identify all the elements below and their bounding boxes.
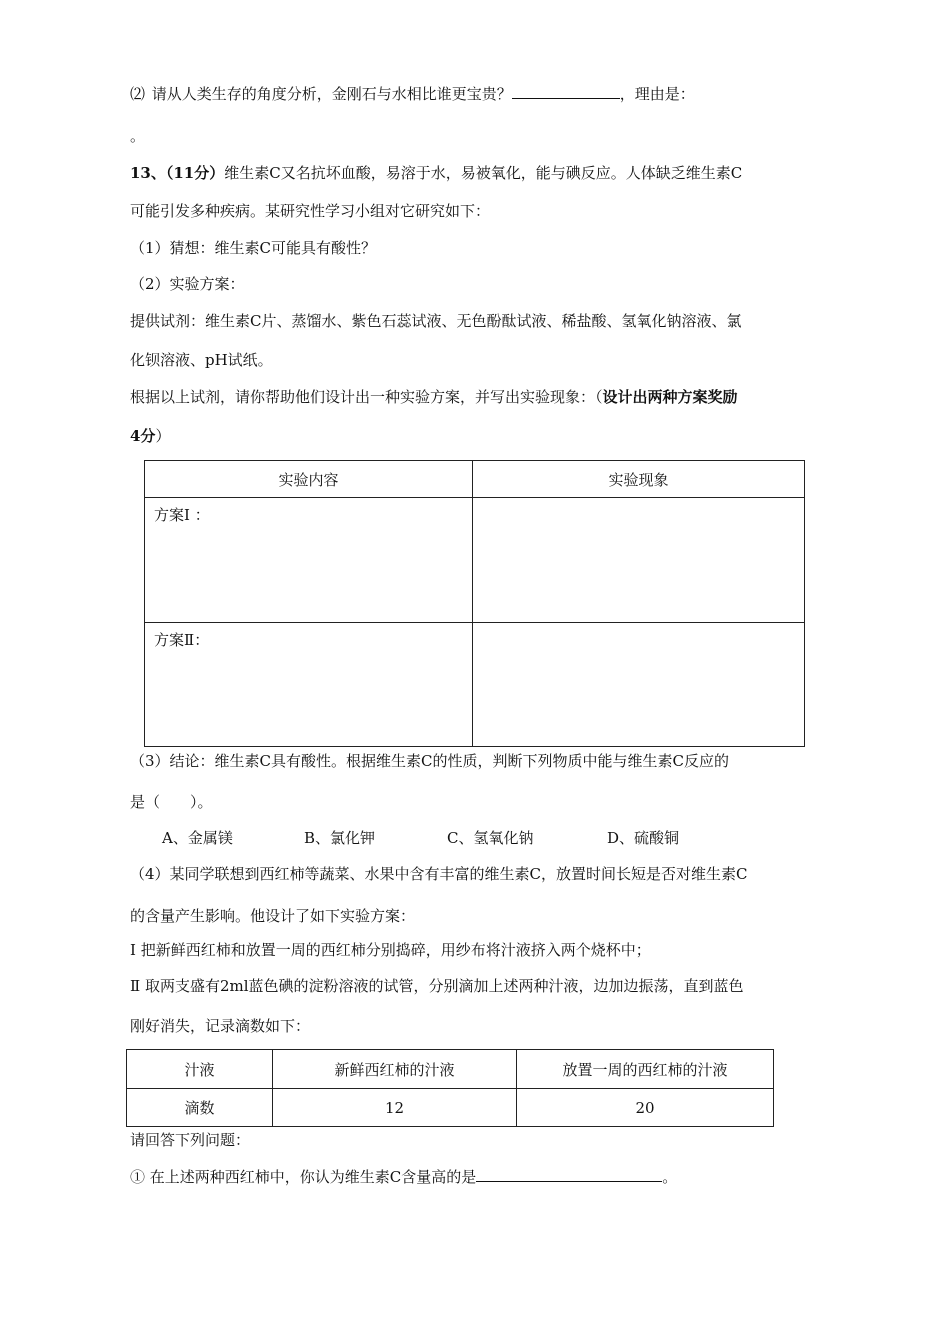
- header-week-old: 放置一周的西红柿的汁液: [517, 1050, 774, 1089]
- reagents-line1: [130, 311, 741, 331]
- option-a[interactable]: A、金属镁: [162, 829, 233, 847]
- q12-reason-label: ，理由是：: [619, 85, 695, 103]
- q13-part4-line1: [130, 864, 748, 884]
- reagents-text1: 提供试剂：维生素C片、蒸馏水、紫色石蕊试液、无色酚酞试液、稀盐酸、氢氧化钠溶液、氯: [130, 312, 742, 330]
- design-instruction: 根据以上试剂，请你帮助他们设计出一种实验方案，并写出实验现象：（: [130, 388, 603, 406]
- q12-part2-text: ⑵ 请从人类生存的角度分析，金刚石与水相比谁更宝贵？: [130, 85, 512, 103]
- step1-text: Ⅰ 把新鲜西红柿和放置一周的西红柿分别捣碎，用纱布将汁液挤入两个烧杯中；: [130, 941, 651, 959]
- q13-intro1: 维生素C又名抗坏血酸，易溶于水，易被氧化，能与碘反应。人体缺乏维生素C: [224, 164, 743, 182]
- bonus-close: ）: [155, 427, 171, 445]
- q13-intro-line1: [130, 163, 742, 183]
- q13-intro2: 可能引发多种疾病。某研究性学习小组对它研究如下：: [130, 202, 491, 220]
- q13-hypothesis: （1）猜想：维生素C可能具有酸性？: [130, 239, 377, 257]
- drops-week-old: 20: [517, 1089, 774, 1127]
- table-header-row: [145, 461, 805, 498]
- plan1-label: 方案Ⅰ ：: [154, 506, 210, 524]
- header-experiment-phenomenon: 实验现象: [473, 461, 805, 498]
- q13-intro-line2: [130, 201, 490, 221]
- step1-line: [130, 940, 651, 960]
- plan2-phenomenon-cell[interactable]: [473, 623, 805, 747]
- q13-part4-line2: [130, 906, 415, 926]
- step2-text: Ⅱ 取两支盛有2ml蓝色碘的淀粉溶液的试管，分别滴加上述两种汁液，边加边振荡，直到蓝色: [130, 977, 744, 995]
- q13-part1: [130, 238, 376, 258]
- q12-part2-line: [130, 84, 695, 104]
- design-line1: [130, 387, 738, 407]
- part4-intro2: 的含量产生影响。他设计了如下实验方案：: [130, 907, 416, 925]
- plan2-content-cell[interactable]: [145, 623, 473, 747]
- q13-part3-line2: [130, 792, 213, 812]
- plan1-content-cell[interactable]: [145, 498, 473, 623]
- part4-intro: （4）某同学联想到西红柿等蔬菜、水果中含有丰富的维生素C，放置时间长短是否对维生素C: [130, 865, 748, 883]
- answer-prompt: 请回答下列问题：: [130, 1131, 251, 1149]
- option-c[interactable]: C、氢氧化钠: [447, 829, 534, 847]
- q13-part2: [130, 274, 245, 294]
- answer-blank-q1[interactable]: [476, 1167, 662, 1182]
- choice-bracket: 是（ ）。: [130, 793, 213, 811]
- drops-label: 滴数: [127, 1089, 273, 1127]
- reagents-line2: [130, 350, 273, 370]
- bonus-note: 设计出两种方案奖励: [602, 388, 738, 406]
- header-juice: 汁液: [127, 1050, 273, 1089]
- question1-end: 。: [662, 1168, 678, 1186]
- header-fresh: 新鲜西红柿的汁液: [273, 1050, 517, 1089]
- q13-number: 13、: [130, 164, 166, 182]
- header-experiment-content: 实验内容: [145, 461, 473, 498]
- option-b[interactable]: B、氯化钾: [304, 829, 376, 847]
- experiment-design-table: [144, 460, 805, 747]
- table-row: [145, 498, 805, 623]
- question1-text: ① 在上述两种西红柿中，你认为维生素C含量高的是: [130, 1168, 477, 1186]
- q13-plan-title: （2）实验方案：: [130, 275, 245, 293]
- q12-end-line: [130, 126, 145, 146]
- reagents-text2: 化钡溶液、pH试纸。: [130, 351, 273, 369]
- bonus-points: 4分: [130, 427, 156, 445]
- step2-text2: 刚好消失，记录滴数如下：: [130, 1017, 311, 1035]
- step2-line2: [130, 1016, 310, 1036]
- plan2-label: 方案Ⅱ：: [154, 631, 210, 649]
- answer-prompt-line: [130, 1130, 250, 1150]
- step2-line1: [130, 976, 744, 996]
- drops-fresh: 12: [273, 1089, 517, 1127]
- answer-blank-q12[interactable]: [512, 84, 620, 99]
- conclusion-text: （3）结论：维生素C具有酸性。根据维生素C的性质，判断下列物质中能与维生素C反应的: [130, 752, 729, 770]
- q13-part3-line1: [130, 751, 729, 771]
- design-line2: [130, 426, 170, 446]
- table-row: [145, 623, 805, 747]
- q13-points: （11分）: [165, 164, 225, 182]
- option-d[interactable]: D、硫酸铜: [607, 829, 680, 847]
- plan1-phenomenon-cell[interactable]: [473, 498, 805, 623]
- question1-line: [130, 1167, 677, 1187]
- q12-end-mark: 。: [130, 127, 146, 145]
- drop-count-table: [126, 1049, 774, 1127]
- table-row: [127, 1050, 774, 1089]
- table-row: [127, 1089, 774, 1127]
